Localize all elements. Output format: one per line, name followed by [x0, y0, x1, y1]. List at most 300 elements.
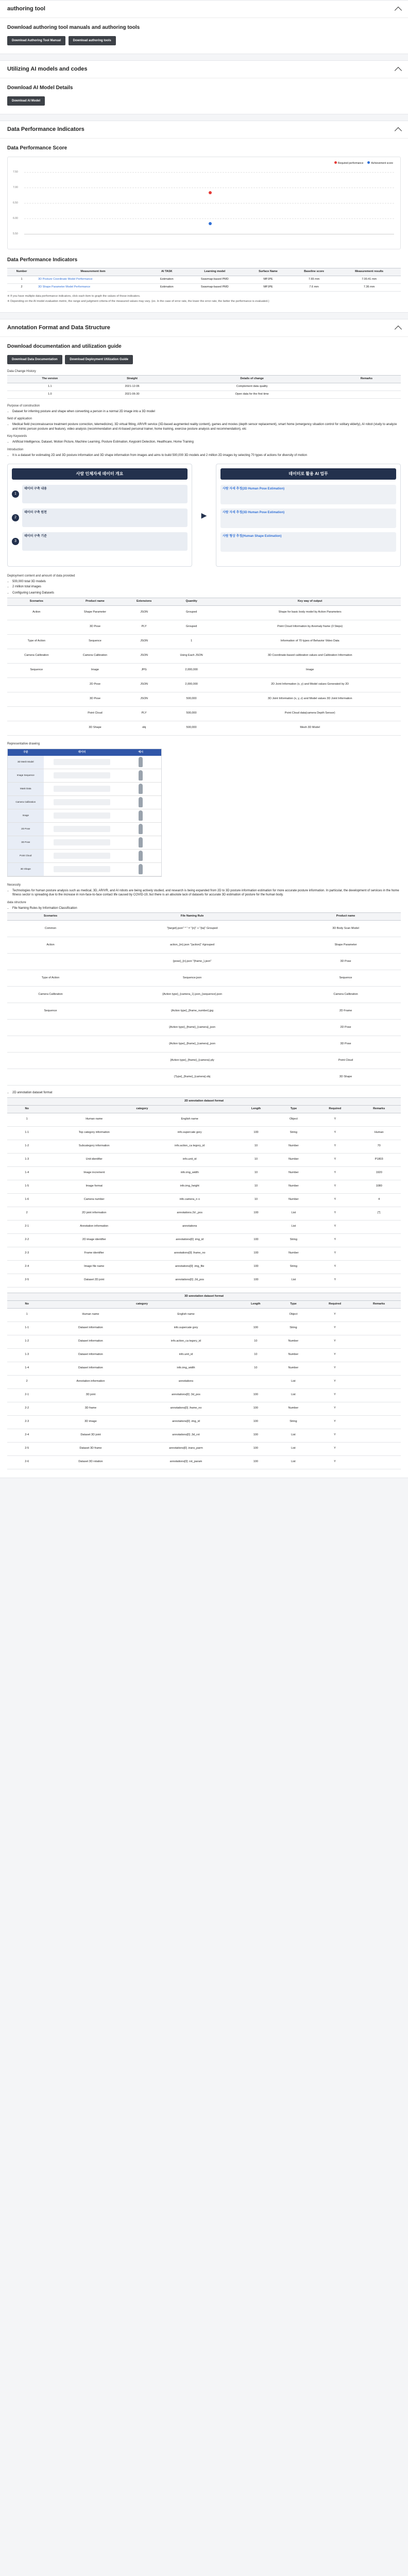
table-cell: info.supercate gory: [142, 1126, 237, 1140]
table-cell: [357, 1113, 401, 1126]
table-cell: {Type}_{frame}_{camera}.obj: [94, 1069, 291, 1086]
table-cell: Image: [66, 663, 125, 677]
table-cell: [7, 692, 66, 706]
table-cell: Dataset 3D rotation: [46, 1455, 134, 1469]
table-cell: 100: [237, 1247, 274, 1260]
table-cell: Human name: [46, 1308, 134, 1321]
table-cell: 2D Frame: [291, 1003, 401, 1020]
table-cell: info.supercate gory: [134, 1321, 237, 1335]
table-cell: Y: [313, 1220, 357, 1233]
table-cell: Frame identifier: [46, 1247, 142, 1260]
person-figure-icon: [121, 823, 161, 836]
table-cell: [237, 1113, 274, 1126]
table-cell: Y: [313, 1348, 357, 1362]
download-manual-button[interactable]: Download Authoring Tool Manual: [7, 36, 65, 46]
table-cell: annotations[0] .3d_pos: [134, 1388, 237, 1402]
table-cell: action_{m}.json "{action}" #grouped: [94, 937, 291, 954]
indicator-link[interactable]: 3D Shape Parameter Model Performance: [36, 284, 150, 292]
table-row: [7, 1233, 401, 1247]
table-cell: [357, 1247, 401, 1260]
table-cell: [357, 1455, 401, 1469]
rep-row: [8, 836, 161, 850]
table-cell: Common: [7, 921, 94, 937]
table-cell: Dataset information: [46, 1362, 134, 1375]
table-row: [7, 706, 401, 721]
table-cell: 100: [237, 1233, 274, 1247]
table-row: [7, 1036, 401, 1053]
table-cell: 100: [237, 1455, 274, 1469]
table-cell: Camera Calibration: [291, 987, 401, 1003]
table-row: [7, 721, 401, 735]
table-cell: Type of Action: [7, 970, 94, 987]
diagram-task: 사람 자세 추정(2D Human Pose Estimation): [220, 485, 396, 504]
person-figure-icon: [121, 783, 161, 795]
table-cell: Unit identifier: [46, 1153, 142, 1166]
chevron-up-icon[interactable]: [395, 326, 402, 333]
table-cell: 1-3: [7, 1153, 46, 1166]
table-cell: Camera Calibration: [7, 649, 66, 663]
table-cell: Annotation information: [46, 1220, 142, 1233]
table-cell: 2-2: [7, 1402, 46, 1415]
col-header: Measurement results: [337, 268, 401, 276]
achieved-point[interactable]: [209, 222, 212, 225]
necessity-label: Necessity: [7, 883, 21, 887]
chevron-up-icon[interactable]: [395, 6, 402, 13]
table-cell: 500,000: [164, 692, 219, 706]
table-row: [7, 634, 401, 649]
table-cell: 2-1: [7, 1220, 46, 1233]
chevron-up-icon[interactable]: [395, 67, 402, 74]
table-cell: Y: [313, 1274, 357, 1287]
rep-row-label: Image Sequence: [8, 769, 44, 782]
table-cell: List: [275, 1207, 313, 1220]
table-cell: annotations[0] .frame_no: [142, 1247, 237, 1260]
table-cell: 2-2: [7, 1233, 46, 1247]
table-cell: 100: [237, 1402, 274, 1415]
table-cell: 3D image: [46, 1415, 134, 1429]
table-cell: 2-4: [7, 1260, 46, 1274]
table-cell: annotations: [134, 1375, 237, 1388]
y-tick: 6.00: [13, 216, 18, 220]
table-cell: List: [275, 1274, 313, 1287]
table-cell: info.action_ca tegory_id: [134, 1335, 237, 1348]
person-figure-icon: [121, 863, 161, 876]
download-doc-button[interactable]: Download Data Documentation: [7, 355, 62, 365]
table-cell: [357, 1335, 401, 1348]
table-row: [7, 1113, 401, 1126]
rep-row: [8, 823, 161, 836]
table-cell: {Action type}_{frame}_{camera}.ply: [94, 1053, 291, 1069]
table-cell: JSON: [124, 649, 164, 663]
table-cell: 3D Shape: [291, 1069, 401, 1086]
diagram-task: 사람 자세 추정(3D Human Pose Estimation): [220, 509, 396, 528]
table-cell: annotations[0] .2d_pos: [142, 1274, 237, 1287]
rep-row-data: [44, 796, 121, 809]
table-row: [7, 1153, 401, 1166]
table-cell: Number: [275, 1180, 313, 1193]
structure-label: data structure: [7, 901, 26, 904]
table-cell: 3D Pose: [66, 692, 125, 706]
table-cell: 3D Pose: [291, 1036, 401, 1053]
diagram-right-title: 데이터로 활용 AI 업무: [220, 468, 396, 480]
table-cell: String: [275, 1233, 313, 1247]
table-cell: 3D Joint Information (x, y, z) and Model values 3D Joint Information: [219, 692, 401, 706]
diagram-left: [7, 464, 192, 567]
history-label: Data Change History: [7, 370, 36, 374]
chevron-up-icon[interactable]: [395, 127, 402, 134]
table-cell: 100: [237, 1429, 274, 1442]
config-table: Scenarios Product name Extensions Quantity Key way of output Action Shape Parameter JSON Grouped Shape for basic body model by Action Parameters 3D Pose PLY Grouped Point Cloud Information by Anomaly frame (3 Steps) Type of Action Sequence JSON 1 Information of 70 types of Behavior Video Data Camera Calibration Camera Calibration JSON Using Each JSON 3D Coordinate-based calibration values and Calibration Information Sequence Image JPG 2,000,000 Image 2D Pose JSON 2,000,000 2D Joint Information (x, y) and Model values Generated by 2D 3D Pose JSON 500,000 3D Joint Information (x, y, z) and Model values 3D Joint Information Point Cloud PLY 500,000 Point Cloud data(camera Depth Sensor) 3D Shape obj 500,000 Mesh 3D Model: [7, 598, 401, 736]
table-cell: Y: [313, 1321, 357, 1335]
table-cell: 10: [237, 1166, 274, 1180]
table-cell: 100: [237, 1321, 274, 1335]
person-figure-icon: [121, 769, 161, 782]
person-figure-icon: [121, 756, 161, 769]
download-guide-button[interactable]: Download Deployment Utilization Guide: [65, 355, 133, 365]
table-cell: String: [274, 1415, 313, 1429]
table-row: [7, 987, 401, 1003]
performance-header[interactable]: [0, 121, 408, 139]
table-cell: Number: [274, 1348, 313, 1362]
table-cell: 2-1: [7, 1388, 46, 1402]
table-cell: Y: [313, 1126, 357, 1140]
table-cell: Y: [313, 1388, 357, 1402]
table-cell: [7, 721, 66, 735]
table-row: [7, 1402, 401, 1415]
table-cell: 100: [237, 1126, 274, 1140]
table-row[interactable]: 2 3D Shape Parameter Model Performance Estimation Swarmap-based PMD MPJPE 7.6 mm 7.36 mm: [7, 284, 401, 292]
table-cell: JPG: [124, 663, 164, 677]
table-cell: 2,000,000: [164, 677, 219, 692]
table-cell: Y: [313, 1415, 357, 1429]
table-cell: Camera Calibration: [66, 649, 125, 663]
table-cell: 3D Coordinate-based calibration values and Calibration Information: [219, 649, 401, 663]
authoring-header[interactable]: [0, 1, 408, 18]
table-cell: 10: [237, 1180, 274, 1193]
table-cell: [357, 1388, 401, 1402]
table-cell: Dataset 3D frame: [46, 1442, 134, 1455]
rep-row-data: [44, 769, 121, 782]
table-row[interactable]: 1 3D Posture Coordinate Model Performance Estimation Swarmap-based PMD MPJPE 7.65 mm 7.00.41 mm: [7, 276, 401, 284]
table-cell: Sequence: [66, 634, 125, 649]
table-cell: Y: [313, 1335, 357, 1348]
authoring-heading: Download authoring tool manuals and authoring tools: [7, 25, 140, 30]
rep-row-data: [44, 783, 121, 795]
table-cell: Annotation information: [46, 1375, 134, 1388]
table-cell: String: [275, 1260, 313, 1274]
table-cell: PLY: [124, 706, 164, 721]
table-cell: annotations.2d _pos: [142, 1207, 237, 1220]
table-cell: P1803: [357, 1153, 401, 1166]
table-cell: 2-5: [7, 1274, 46, 1287]
table-row: [7, 1220, 401, 1233]
table-cell: Dataset information: [46, 1335, 134, 1348]
models-header[interactable]: [0, 61, 408, 78]
table-cell: 2D Pose: [291, 1020, 401, 1036]
chart-legend: [334, 161, 393, 165]
table-cell: Camera Calibration: [7, 987, 94, 1003]
table-cell: annotations[0] .rot_param: [134, 1455, 237, 1469]
table-cell: JSON: [124, 634, 164, 649]
table-cell: 1920: [357, 1166, 401, 1180]
rep-drawing: [7, 749, 162, 877]
table-cell: [7, 677, 66, 692]
table-cell: 2D joint information: [46, 1207, 142, 1220]
table-cell: Y: [313, 1455, 357, 1469]
rep-row-data: [44, 756, 121, 769]
annotation-header[interactable]: [0, 319, 408, 337]
table-cell: 4: [357, 1193, 401, 1207]
table-cell: [357, 1260, 401, 1274]
table-cell: Y: [313, 1113, 357, 1126]
rep-row: [8, 769, 161, 783]
table-cell: annotations[0] .img_file: [142, 1260, 237, 1274]
diagram-right: [216, 464, 401, 567]
rep-row-label: Camera Calibration: [8, 796, 44, 809]
table-row: [7, 1140, 401, 1153]
person-figure-icon: [121, 836, 161, 849]
table-row: [7, 921, 401, 937]
table-cell: Point Cloud data(camera Depth Sensor): [219, 706, 401, 721]
diagram-task: 사람 형상 추정(Human Shape Estimation): [220, 532, 396, 552]
table-cell: [357, 1233, 401, 1247]
table-row: [7, 954, 401, 970]
table-cell: 100: [237, 1274, 274, 1287]
table-cell: Type of Action: [7, 634, 66, 649]
table-row: [7, 1348, 401, 1362]
table-cell: Y: [313, 1429, 357, 1442]
table-row: [7, 649, 401, 663]
table-cell: Sequence: [7, 1003, 94, 1020]
col-header: Surface Name: [246, 268, 291, 276]
table-cell: annotations[0] .frame_no: [134, 1402, 237, 1415]
rep-row-label: 2D Pose: [8, 823, 44, 836]
table-row: [7, 1003, 401, 1020]
rep-row-data: [44, 823, 121, 836]
table-cell: JSON: [124, 677, 164, 692]
indicator-link[interactable]: 3D Posture Coordinate Model Performance: [36, 276, 150, 284]
table-cell: English name: [134, 1308, 237, 1321]
rep-row-label: 3D Shape: [8, 863, 44, 876]
table-row: [7, 1455, 401, 1469]
table-row: [7, 1388, 401, 1402]
table-cell: List: [274, 1388, 313, 1402]
table-row: [7, 605, 401, 620]
table-cell: [357, 1362, 401, 1375]
table-cell: Y: [313, 1193, 357, 1207]
table-cell: List: [274, 1442, 313, 1455]
naming-label: • File Naming Rules by Information Classification: [12, 906, 401, 911]
field-label: field of application: [7, 417, 32, 421]
rep-row-data: [44, 836, 121, 849]
table-cell: 100: [237, 1207, 274, 1220]
table-cell: [357, 1274, 401, 1287]
perf-note: ※ Depending on the AI model evaluation metric, the range and judgment criteria of the measured values may vary. (ex. In the case of error rate, the lower the error rate, the better the performance is evaluated.): [7, 300, 269, 303]
field-list: • Medical field (reconnaissance treatment posture correction, telemedicine), 3D virtual fitting, AR/VR service (3D-based augmented reality content), games and movies (depth sensor replacement), smart home (emergency situation control for solitary elderly), AI robot (study to analyze and mimic person posture and feature), video analysis (recommendation and AI-based personal trainer, home training, exercise posture analysis and recommendation), etc: [7, 422, 401, 431]
required-point[interactable]: [209, 191, 212, 194]
table-row: [7, 1375, 401, 1388]
rep-header: 구분 데이터 예시: [8, 749, 161, 756]
table-cell: [357, 1415, 401, 1429]
table-cell: [237, 1220, 274, 1233]
table-cell: Point Cloud Information by Anomaly frame (3 Steps): [219, 620, 401, 634]
table-cell: Number: [274, 1362, 313, 1375]
table-cell: [*]: [357, 1207, 401, 1220]
col-header: Number: [7, 268, 36, 276]
legend-achieved: Achievement score: [367, 161, 393, 165]
table-cell: List: [274, 1429, 313, 1442]
table-cell: List: [275, 1220, 313, 1233]
table-row: [7, 1415, 401, 1429]
performance-section: [0, 121, 408, 313]
table-cell: 1-3: [7, 1348, 46, 1362]
table-cell: 3D Body Scan Model: [291, 921, 401, 937]
diagram-item: 2 데이터 구축 원천: [12, 509, 188, 527]
rep-row: [8, 863, 161, 876]
table-cell: PLY: [124, 620, 164, 634]
purpose-label: Purpose of construction: [7, 404, 40, 408]
table-cell: [357, 1429, 401, 1442]
table-row: [7, 1442, 401, 1455]
table-cell: [7, 1053, 94, 1069]
table-cell: 2D Pose: [66, 677, 125, 692]
table-cell: {Action type}_{camera_1}.json_{sequence}.json: [94, 987, 291, 1003]
table-cell: Y: [313, 1362, 357, 1375]
table-cell: 2-3: [7, 1247, 46, 1260]
table-cell: [237, 1308, 274, 1321]
table-cell: Mesh 3D Model: [219, 721, 401, 735]
person-figure-icon: [121, 796, 161, 809]
table-cell: 2D image identifier: [46, 1233, 142, 1247]
table-cell: 10: [237, 1140, 274, 1153]
amount-list: • 500,000 total 3D models • 2 million total images: [7, 580, 401, 589]
anno2d-label: • 2D annotation dataset format: [12, 1091, 401, 1095]
table-cell: "{target}.json" * " = "{n}" + "{ta}" Grouped: [94, 921, 291, 937]
naming-table: Scenarios File Naming Rule Product name Common "{target}.json" * " = "{n}" + "{ta}" Grouped 3D Body Scan Model Action action_{m}.json "{action}" #grouped Shape Parameter {pose}_{n}.json "{frame_}.json" 3D Pose Type of Action Sequence.json Sequence Camera Calibration {Action type}_{camera_1}.json_{sequence}.json Camera Calibration Sequence {Action type}_{frame_number}.jpg 2D Frame {Action type}_{frame}_{camera}_json 2D Pose {Action type}_{frame}_{camera}_json 3D Pose {Action type}_{frame}_{camera}.ply Point Cloud {Type}_{frame}_{camera}.obj 3D Shape: [7, 912, 401, 1086]
table-cell: Y: [313, 1207, 357, 1220]
table-cell: JSON: [124, 605, 164, 620]
table-cell: Number: [275, 1166, 313, 1180]
table-cell: Dataset information: [46, 1321, 134, 1335]
table-cell: List: [274, 1375, 313, 1388]
anno2d-table: 2D annotation dataset format No category Length Type Required Remarks 1 Human name English name Object Y 1-1 Top category information info.supercate gory 100 String Y Human 1-2 Subcategory information info.action_ca tegory_id 10 Number Y 70 1-3 Unit identifier info.unit_id 10 Number Y P1803 1-4 Image increment info.img_width 10 Number Y 1920 1-5 Image format info.img_height 10 Number Y 1080 1-6 Camera number info.camera_n o 10 Number Y 4 2 2D joint information annotations.2d _pos 100 List Y [*] 2-1 Annotation information annotations List Y 2-2 2D image identifier annotations[0] .img_id 100 String Y 2-3 Frame identifier annotations[0] .frame_no 100 Number Y 2-4 Image file name annotations[0] .img_file 100 String Y 2-5 Dataset 2D joint annotations[0] .2d_pos 100 List Y: [7, 1097, 401, 1287]
download-tools-button[interactable]: Download authoring tools: [69, 36, 116, 46]
table-cell: 2: [7, 1375, 46, 1388]
rep-row: [8, 850, 161, 863]
col-header: Learning model: [184, 268, 246, 276]
table-row: [7, 620, 401, 634]
table-row: [7, 1180, 401, 1193]
table-cell: Shape Parameter: [291, 937, 401, 954]
table-cell: [357, 1375, 401, 1388]
y-tick: 7.50: [13, 170, 18, 174]
table-cell: Action: [7, 937, 94, 954]
table-row: [7, 970, 401, 987]
table-cell: 2,000,000: [164, 663, 219, 677]
table-cell: [7, 706, 66, 721]
table-cell: Shape Parameter: [66, 605, 125, 620]
table-row: [7, 937, 401, 954]
table-row: [7, 1247, 401, 1260]
table-cell: {Action type}_{frame}_{camera}_json: [94, 1036, 291, 1053]
table-cell: Point Cloud: [66, 706, 125, 721]
rep-row-label: 3D Mesh Model: [8, 756, 44, 769]
table-cell: annotations: [142, 1220, 237, 1233]
table-cell: Number: [275, 1153, 313, 1166]
table-cell: List: [274, 1455, 313, 1469]
table-cell: 1-2: [7, 1140, 46, 1153]
table-cell: Top category information: [46, 1126, 142, 1140]
person-figure-icon: [121, 850, 161, 862]
col-header: Baseline score: [291, 268, 337, 276]
table-row: [7, 1274, 401, 1287]
keywords-label: Key Keywords: [7, 435, 27, 438]
table-cell: Y: [313, 1308, 357, 1321]
rep-row-data: [44, 850, 121, 862]
table-row: [7, 1020, 401, 1036]
table-cell: Y: [313, 1402, 357, 1415]
perf-note: ※ If you have multiple data performance indicators, click each item to graph the values of those indicators.: [7, 295, 141, 298]
table-cell: [7, 1036, 94, 1053]
rep-row: [8, 783, 161, 796]
table-cell: Y: [313, 1442, 357, 1455]
intro-list: • It is a dataset for estimating 2D and 3D posture information and 3D shape information from images and aims to build 500,000 3D models and 2 million 2D images by selecting 70 types of actions for diversity of motion: [7, 453, 401, 458]
table-row: [7, 1362, 401, 1375]
table-row: [7, 692, 401, 706]
section-title: Utilizing AI models and codes: [7, 65, 88, 72]
table-cell: 2: [7, 1207, 46, 1220]
rep-row: [8, 796, 161, 809]
table-cell: Number: [274, 1402, 313, 1415]
table-row: [7, 1429, 401, 1442]
table-cell: Sequence: [291, 970, 401, 987]
table-cell: 1: [7, 1113, 46, 1126]
download-model-button[interactable]: Download AI Model: [7, 96, 45, 106]
table-row: [7, 1335, 401, 1348]
rep-row-label: Image: [8, 809, 44, 822]
table-cell: Sequence: [7, 663, 66, 677]
authoring-section: [0, 0, 408, 54]
table-row: [7, 1126, 401, 1140]
table-row: [7, 1166, 401, 1180]
table-cell: Number: [275, 1247, 313, 1260]
table-row: [7, 1260, 401, 1274]
amount-label: Deployment content and amount of data provided: [7, 574, 75, 578]
table-row: [7, 677, 401, 692]
table-cell: Y: [313, 1140, 357, 1153]
table-cell: {pose}_{n}.json "{frame_}.json": [94, 954, 291, 970]
table-cell: Dataset 2D joint: [46, 1274, 142, 1287]
table-cell: 1-4: [7, 1166, 46, 1180]
rep-row: [8, 809, 161, 823]
table-cell: [7, 1020, 94, 1036]
intro-diagram: [7, 464, 401, 567]
diagram-left-title: 사람 인체자세 데이터 개요: [12, 468, 188, 480]
purpose-list: • Dataset for inferring posture and shape when converting a person in a normal 2D image into a 3D model: [7, 410, 401, 414]
section-title: authoring tool: [7, 5, 45, 12]
table-cell: info.action_ca tegory_id: [142, 1140, 237, 1153]
table-cell: Subcategory information: [46, 1140, 142, 1153]
indicators-table: [7, 268, 401, 292]
table-cell: Object: [274, 1308, 313, 1321]
table-cell: 1-1: [7, 1321, 46, 1335]
table-cell: 1-2: [7, 1335, 46, 1348]
rep-row: [8, 756, 161, 769]
models-section: [0, 60, 408, 114]
table-cell: 3D Shape: [66, 721, 125, 735]
table-cell: 1-6: [7, 1193, 46, 1207]
table-cell: [7, 620, 66, 634]
